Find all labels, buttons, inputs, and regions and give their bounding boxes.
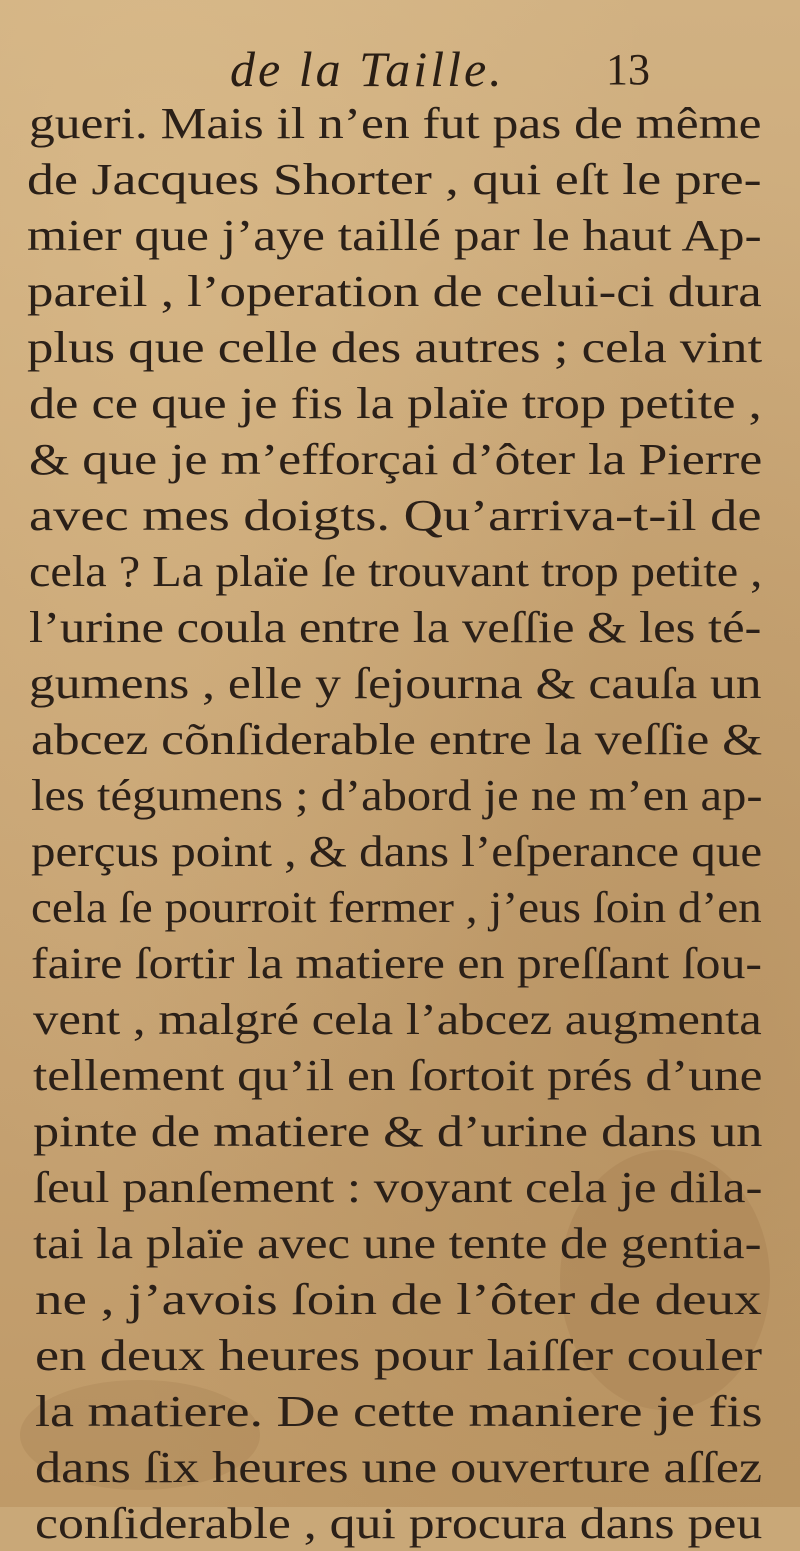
text-line: conſiderable , qui procura dans peu: [35, 1499, 763, 1548]
text-line: l’urine coula entre la veſſie & les té-: [29, 603, 762, 652]
page-number: 13: [606, 45, 650, 94]
text-line: de ce que je fis la plaïe trop petite ,: [29, 379, 762, 428]
text-line: cela ſe pourroit fermer , j’eus ſoin d’en: [31, 883, 762, 932]
text-line: tai la plaïe avec une tente de gentia-: [33, 1219, 762, 1268]
text-line: mier que j’aye taillé par le haut Ap-: [27, 211, 762, 260]
text-line: gumens , elle y ſejourna & cauſa un: [29, 659, 762, 708]
text-line: vent , malgré cela l’abcez augmenta: [33, 995, 762, 1044]
text-line: de Jacques Shorter , qui eſt le pre-: [27, 155, 762, 204]
text-line: ne , j’avois ſoin de l’ôter de deux: [35, 1275, 762, 1324]
running-title: de la Taille.: [230, 41, 505, 97]
text-line: en deux heures pour laiſſer couler: [35, 1331, 763, 1380]
text-line: ſeul panſement : voyant cela je dila-: [33, 1163, 763, 1212]
text-line: faire ſortir la matiere en preſſant ſou-: [31, 939, 763, 988]
text-line: la matiere. De cette maniere je fis: [35, 1387, 763, 1436]
text-line: plus que celle des autres ; cela vint: [27, 323, 763, 372]
text-line: les tégumens ; d’abord je ne m’en ap-: [31, 771, 763, 820]
text-line: avec mes doigts. Qu’arriva-t-il de: [29, 491, 762, 540]
text-line: cela ? La plaïe ſe trouvant trop petite ,: [29, 547, 763, 596]
text-line: dans ſix heures une ouverture aſſez: [35, 1443, 763, 1492]
text-line: & que je m’efforçai d’ôter la Pierre: [29, 435, 763, 484]
page-header: [0, 36, 800, 96]
text-line: tellement qu’il en ſortoit prés d’une: [33, 1051, 763, 1100]
text-line: pinte de matiere & d’urine dans un: [33, 1107, 763, 1156]
text-line: abcez cõnſiderable entre la veſſie &: [31, 715, 763, 764]
text-line: pareil , l’operation de celui-ci dura: [27, 267, 762, 316]
text-line: perçus point , & dans l’eſperance que: [31, 827, 763, 876]
text-line: gueri. Mais il n’en fut pas de même: [29, 99, 762, 148]
